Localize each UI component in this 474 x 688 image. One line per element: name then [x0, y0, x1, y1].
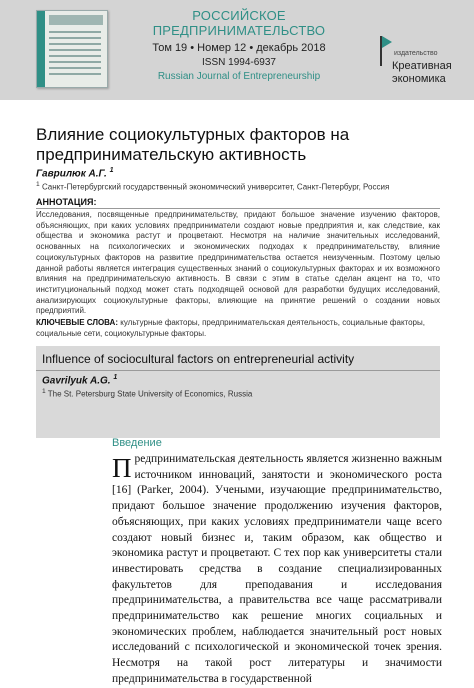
author-affiliation [36, 181, 389, 192]
annotation-heading: АННОТАЦИЯ: [36, 197, 97, 207]
keywords [36, 318, 440, 339]
english-author [42, 374, 117, 386]
issn: ISSN 1994-6937 [202, 57, 276, 68]
drop-cap: П [112, 453, 132, 483]
journal-title: РОССИЙСКОЕ ПРЕДПРИНИМАТЕЛЬСТВО [152, 8, 326, 38]
abstract-text: Исследования, посвященные предпринимательству, придают большое значение изучению факторов, объясняющих, при каких условиях предприниматели создают новые предприятия и, как следствие, как общества и экономика растут и процветают. Несмотря на наличие значительных исследований, основанных на психологических и экономических подходах к предпринимательству, влияние социокультурных факторов на развитие предпринимательства остается неизученным. Поэтому целью данной работы является интеграция существенных знаний о социокультурных факторах и их возможного влияния на предпринимательскую активность. В связи с этим в статье сделан акцент на то, что институциональный подход может стать подходящей основой для разработки будущих исследований, анализирующих социокультурные факторы, влияющие на принятие решений о создании новых предприятий. [36, 210, 440, 316]
english-affiliation-text: The St. Petersburg State University of Economics, Russia [47, 389, 253, 399]
publisher-name: Креативная экономика [392, 60, 452, 85]
journal-info [118, 8, 360, 82]
affiliation-text: Санкт-Петербургский государственный экономический университет, Санкт-Петербург, Россия [41, 182, 390, 192]
body-paragraph [112, 452, 442, 688]
english-author-superscript: 1 [113, 374, 118, 381]
keywords-text: культурные факторы, предпринимательская деятельность, социальные факторы, социальные сети, социокультурные факторы. [36, 318, 425, 338]
english-author-text: Gavrilyuk A.G. [42, 375, 111, 387]
cover-line [49, 55, 101, 57]
cover-line [49, 73, 101, 75]
publisher-label: издательство [394, 50, 438, 57]
section-title-introduction: Введение [112, 437, 162, 449]
journal-title-english: Russian Journal of Entrepreneurship [157, 71, 321, 82]
journal-cover-thumbnail [36, 10, 108, 88]
cover-line [49, 67, 101, 69]
divider [36, 370, 440, 371]
author-text: Гаврилюк А.Г. [36, 168, 107, 180]
english-abstract-box [36, 346, 440, 438]
english-title: Influence of sociocultural factors on entrepreneurial activity [42, 352, 355, 366]
divider [36, 208, 440, 209]
affiliation-superscript: 1 [36, 181, 40, 188]
cover-spine [37, 11, 45, 87]
cover-line [49, 43, 101, 45]
body-text: редпринимательская деятельность является жизненно важным источником инноваций, занятости и экономического роста [16] (Parker, 2004). Учеными, изучающие предпринимательство, придают большое значение продолжению изучения факторов, объясняющих, при каких условиях предприниматели чаще всего создают новый бизнес и, таким образом, как общество и экономика растут и процветают. С тех пор как университеты стали инвестировать средства в создание специализированных факультетов для преподавания и исследования предпринимательства, а правительства все чаще рассматривали предпринимательство как решение многих социальных и экономических проблем, наблюдается значительный рост новых исследований с психологической и экономической точек зрения. Несмотря на такой рост литературы и значимости предпринимательства в государственной [112, 453, 442, 685]
author-name [36, 167, 114, 179]
keywords-label: КЛЮЧЕВЫЕ СЛОВА: [36, 318, 118, 327]
english-affiliation-superscript: 1 [42, 388, 46, 395]
cover-title-block [49, 15, 103, 25]
cover-line [49, 37, 101, 39]
english-affiliation [42, 388, 252, 399]
author-superscript: 1 [109, 167, 114, 174]
cover-line [49, 61, 101, 63]
flag-icon [380, 36, 392, 66]
article-title: Влияние социокультурных факторов на предпринимательскую активность [36, 125, 350, 164]
issue-info: Том 19 • Номер 12 • декабрь 2018 [152, 42, 326, 54]
journal-header [0, 0, 474, 100]
cover-line [49, 49, 101, 51]
cover-line [49, 31, 101, 33]
